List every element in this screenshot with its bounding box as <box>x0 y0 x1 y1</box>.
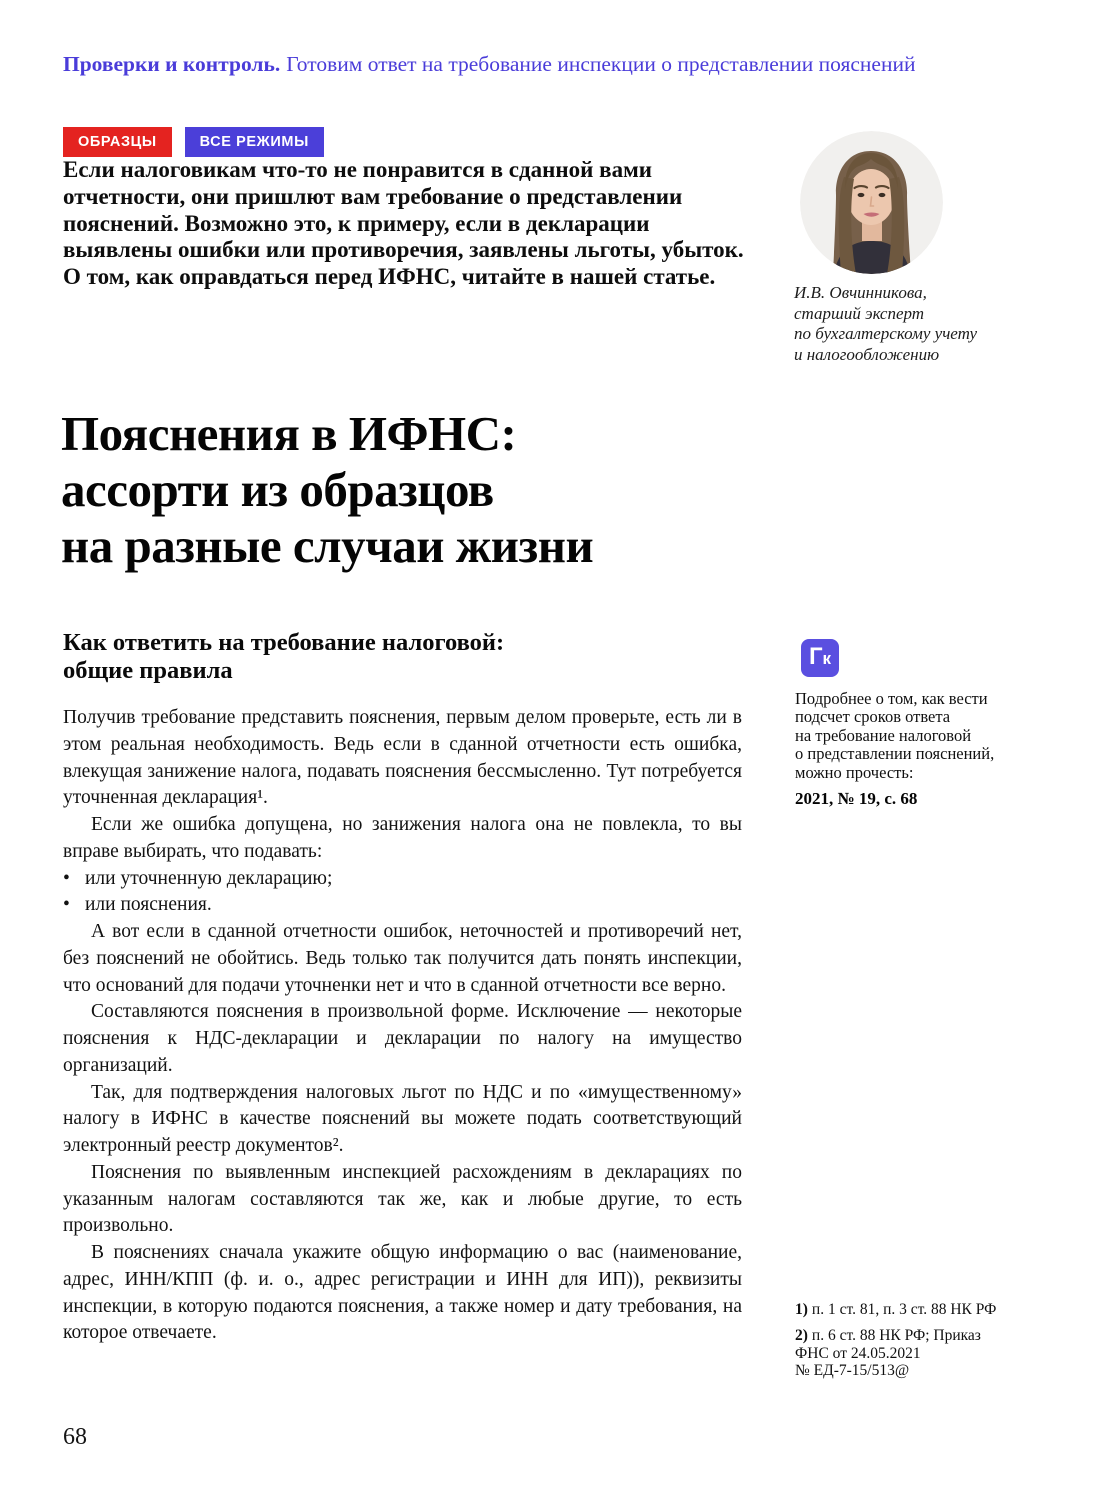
gk-logo-letter-k: к <box>822 649 832 668</box>
sidebar-note-line: о представлении пояснений, <box>795 744 995 764</box>
footnote-line <box>795 1301 1015 1319</box>
author-photo-illustration <box>800 131 943 274</box>
footnote-number: 2) <box>795 1326 808 1344</box>
paragraph: Составляются пояснения в произвольной форме. Исключение — некоторые пояснения к НДС-декларации и декларации по налогу на имущество организаций. <box>63 1001 742 1076</box>
footnote-line <box>795 1327 1015 1345</box>
title-line: ассорти из образцов <box>61 462 494 517</box>
section-heading <box>63 629 742 684</box>
article-title <box>61 406 593 574</box>
footnote-text: п. 6 ст. 88 НК РФ; Приказ <box>811 1326 981 1344</box>
sidebar-note <box>795 639 1013 809</box>
lead-paragraph: Если налоговикам что-то не понравится в сданной вами отчетности, они пришлют вам требование о представлении пояснений. Возможно это, к примеру, если в декларации выявлены ошибки или противоречия, заявлены льготы, убыток. О том, как оправдаться перед ИФНС, читайте в нашей статье. <box>63 157 744 290</box>
section-heading-line: Как ответить на требование налоговой: <box>63 629 505 656</box>
bullet-text: или уточненную декларацию; <box>85 867 333 889</box>
rubric-label: Проверки и контроль. <box>63 52 281 76</box>
paragraph: В пояснениях сначала укажите общую информацию о вас (наименование, адрес, ИНН/КПП (ф. и. о., адрес регистрации и ИНН для ИП)), реквизиты инспекции, в которую подаются пояснения, а также номер и дату требования, на которое отвечаете. <box>63 1242 742 1344</box>
article-body-column <box>63 629 742 1347</box>
footnotes <box>795 1301 1015 1388</box>
bullet-item <box>63 866 742 893</box>
sidebar-note-reference: 2021, № 19, с. 68 <box>795 789 918 809</box>
title-line: на разные случаи жизни <box>61 518 594 573</box>
footnote <box>795 1301 1015 1319</box>
page-number: 68 <box>63 1424 87 1450</box>
badge-1: ВСЕ РЕЖИМЫ <box>185 127 324 157</box>
bullet-text: или пояснения. <box>85 894 212 916</box>
bullet-item <box>63 892 742 919</box>
paragraph: Так, для подтверждения налоговых льгот по НДС и по «имущественному» налогу в ИФНС в качестве пояснений вы можете подать соответствующий электронный реестр документов². <box>63 1081 742 1156</box>
sidebar-note-text <box>795 690 1013 782</box>
badge-0: ОБРАЗЦЫ <box>63 127 172 157</box>
paragraph: Если же ошибка допущена, но занижения налога она не повлекла, то вы вправе выбирать, что подавать: <box>63 814 742 862</box>
footnote-line: ФНС от 24.05.2021 <box>795 1344 921 1362</box>
footnote <box>795 1327 1015 1380</box>
rubric-subtitle: Готовим ответ на требование инспекции о представлении пояснений <box>286 52 916 76</box>
paragraph: А вот если в сданной отчетности ошибок, неточностей и противоречий нет, без пояснений не обойтись. Ведь только так получится дать понять инспекции, что оснований для подачи уточненки нет и что в сданной отчетности все верно. <box>63 921 742 996</box>
page-kicker <box>63 51 915 77</box>
section-heading-line: общие правила <box>63 656 233 684</box>
sidebar-note-line: можно прочесть: <box>795 762 914 782</box>
bullet-dot: • <box>63 867 70 889</box>
sidebar-note-line: на требование налоговой <box>795 725 972 745</box>
footnote-number: 1) <box>795 1301 808 1318</box>
author-role-line: по бухгалтерскому учету <box>794 324 978 344</box>
author-role-line: и налогообложению <box>794 344 940 364</box>
bullet-dot: • <box>63 894 70 916</box>
author-caption <box>794 283 1026 365</box>
paragraph: Пояснения по выявленным инспекцией расхождениям в декларациях по указанным налогам составляются так же, как и любые другие, то есть произвольно. <box>63 1161 742 1237</box>
sidebar-note-line: Подробнее о том, как вести <box>795 689 988 708</box>
author-photo <box>800 131 943 274</box>
title-line: Пояснения в ИФНС: <box>61 406 517 461</box>
footnote-line: № ЕД-7-15/513@ <box>795 1362 910 1380</box>
gk-magazine-logo-icon <box>801 639 839 677</box>
paragraph: Получив требование представить пояснения, первым делом проверьте, есть ли в этом реальная необходимость. Ведь если в сданной отчетности есть ошибка, влекущая занижение налога, подавать пояснения бессмысленно. Тут потребуется уточненная декларация¹. <box>63 707 742 809</box>
author-role-line: старший эксперт <box>794 303 925 323</box>
sidebar-note-line: подсчет сроков ответа <box>795 707 951 727</box>
footnote-text: п. 1 ст. 81, п. 3 ст. 88 НК РФ <box>811 1301 997 1318</box>
badges <box>63 127 324 157</box>
article-text <box>63 705 742 1347</box>
author-name: И.В. Овчинникова, <box>794 283 927 302</box>
gk-logo-letter-g: Г <box>808 643 823 670</box>
